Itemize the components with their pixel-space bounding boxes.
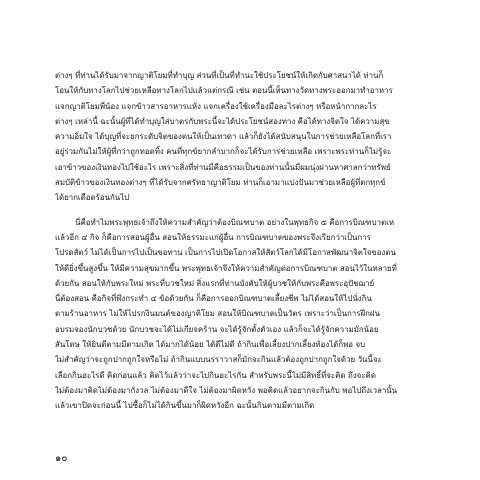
text-line: ต่างๆ เหล่านี้ ฉะนั้นผู้ที่ได้ทำบุญใส่บาตรกับพระนี้จะได้ประโยชน์สองทาง คือได้ทางจิตใจ ได้ความสุข: [55, 116, 390, 126]
text-line: โปรดสัตว์ ไม่ได้เป็นการไปเป็นขอทาน เป็นการไปเปิดโอกาสให้สัตว์โลกได้มีโอกาสพัฒนาจิตใจของตน: [55, 248, 396, 258]
text-line: ไม่สำคัญว่าจะถูกปากถูกใจหรือไม่ ถ้ากินแบบนรราวาสก็มักจะกินแล้วต้องถูกปากถูกใจด้วย วันนี้จะ: [55, 355, 382, 365]
page-number: ๑๐: [55, 453, 68, 464]
text-line: โอนให้กับทางโลกไปช่วยเหลือทางโลกไปแล้วแต่กรณี เช่น ตอนนี้เห็นทางวัดทางพระออกมาทำอาหาร: [55, 86, 393, 96]
paragraph-1: [55, 68, 437, 206]
text-line: ไม่ต้องมาคิดไม่ต้องมากังวล ไม่ต้องมาดีใจ ไม่ต้องมาผิดหวัง พอคิดแล้วอยากจะกินกับ พอไปถึงเวลานั้น: [55, 385, 398, 395]
text-line: ด้วยกัน สอนให้กับพระใหม่ พระที่บวชใหม่ สิ่งแรกที่ท่านบังคับให้ผู้บวชให้กับพระคือพระอุปัชฌาย์: [55, 278, 375, 288]
text-line: ได้ยากเดือดร้อนกันไป: [55, 193, 130, 203]
text-line: เอาข้าวของเงินทองไปใช้อะไร เพราะสิ่งที่ท่านมีคือธรรมเป็นของท่านนั้นมีผมนุ่งผ่านหาศาลกว่าทรัพย์: [55, 162, 391, 172]
text-line: นี่คือทำไมพระพุทธเจ้าถึงให้ความสำคัญว่าต้องบิณฑบาต อย่างในพุทธกิจ ๕ คือการบิณฑบาตเห: [55, 217, 395, 227]
text-line: อบรมจองนักบวชด้วย นักบวชจะได้ไม่เกียจคร้าน จะได้รู้จักตั้งตัวเอง แล้วก็จะได้รู้จักความมักน้อย: [55, 324, 379, 334]
text-line: ความอิ่มใจ ได้บุญที่จะยกระดับจิตของตนให้เป็นเทวดา แล้วก็ยังได้สนับสนุนในการช่วยเหลือโลกที่เรา: [55, 132, 392, 142]
body-text: [55, 68, 437, 414]
text-line: ตามร้านอาหาร ไม่ให้ไปรกงินมนต์ของญาติโยม สอนให้บิณฑบาตเป็นวัตร เพราะว่าเป็นการฝึกฝน: [55, 309, 380, 319]
text-line: แจกญาติโยมพี่น้อง แจกข้าวสารอาหารแห้ง แจกเครื่องใช้เครื่องมือละไรต่างๆ หรือหน้ากากละไร: [55, 101, 377, 111]
paragraph-2: [55, 215, 437, 414]
text-line: ให้ดียิ่งขึ้นสูงขึ้น ให้มีความสุขมากขึ้น พระพุทธเจ้าจึงให้ความสำคัญต่อการบิณฑบาต สอนไว้ในหลายที่: [55, 263, 397, 273]
text-line: นี่ต้องสอน คือกิจที่พึงกระทำ ๔ ข้อด้วยกัน ก็คือการออกบิณฑบาตเลี้ยงชีพ ไม่ได้สอนให้ไปนั่งกิน: [55, 294, 372, 304]
text-line: แล้วอีก ๔ กิจ ก็คือการสอนผู้อื่น สอนให้ธรรมะแก่ผู้อื่น การบิณฑบาตของพระจึงเรียกว่าเป็นการ: [55, 232, 371, 242]
text-line: แล้วเขาปิดจะก่อนนี้ ไปซื้อก็ไม่ได้กินขึ้นมาก็ผิดหวังอีก ฉะนั้นกินตามมีตามเกิด: [55, 401, 315, 411]
text-line: สมบัติข้าวของเงินทองต่างๆ ที่ได้รับจากศรัทธาญาติโยม ท่านก็เอามาแบ่งปันมาช่วยเหลือผู้ที่ตกทุกข์: [55, 178, 386, 188]
text-line: ต่างๆ ที่ท่านได้รับมาจากญาติโยมที่ทำบุญ ส่วนที่เป็นที่ทำนะใช้ประโยชน์ให้เกิดกับศาสนาได้ ท่านก็: [55, 71, 384, 80]
text-line: เลือกกินอะไรดี คิดก่อนแล้ว คิดไว้แล้วว่าจะไปกินอะไรกัน สำหรับพระนี้ไม่มีสิทธิ์ที่จะคิด ถึงจะคิด: [55, 370, 376, 380]
text-line: สันโดษ ให้ยินดีตามมีตามเกิด ได้มากได้น้อย ได้ดีไม่ดี ถ้ากินเพื่อเลี้ยงปากเลี้ยงท้องได้ก็พอ จบ: [55, 340, 366, 350]
text-line: อยู่ร่วมกันไม่ให้ผู้ที่กว่าถูกทอดทิ้ง คนที่ทุกข์ยากลำบากก็จะได้รับการช่วยเหลือ เพราะพระท่านก็ไม่รู้จะ: [55, 147, 392, 157]
paragraph-gap: [55, 206, 437, 215]
